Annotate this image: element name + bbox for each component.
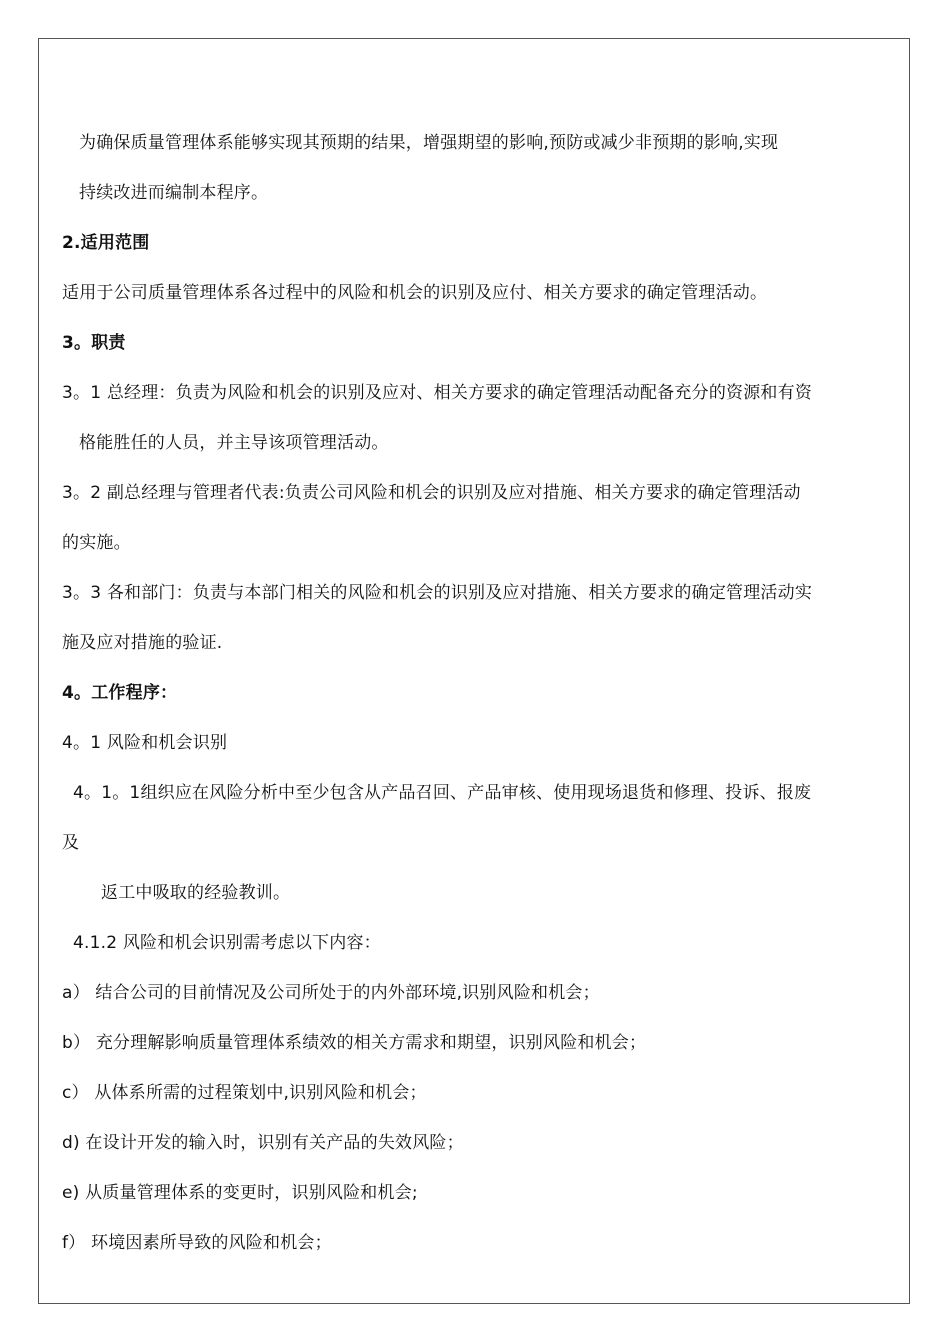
intro-paragraph-line-2: 持续改进而编制本程序。 (79, 183, 269, 203)
item-4-1-1-line-3: 返工中吸取的经验教训。 (101, 883, 291, 903)
subsection-heading-4-1: 4。1 风险和机会识别 (62, 733, 228, 753)
item-4-1-1-line-2: 及 (62, 833, 80, 853)
responsibility-3-1-line-2: 格能胜任的人员，并主导该项管理活动。 (79, 433, 389, 453)
list-item-c: c） 从体系所需的过程策划中,识别风险和机会； (62, 1083, 427, 1103)
list-item-f: f） 环境因素所导致的风险和机会； (62, 1233, 332, 1253)
list-item-d: d) 在设计开发的输入时，识别有关产品的失效风险； (62, 1133, 464, 1153)
list-item-e: e) 从质量管理体系的变更时，识别风险和机会; (62, 1183, 418, 1203)
document-border (38, 38, 910, 1304)
section-heading-responsibilities: 3。职责 (62, 333, 126, 353)
responsibility-3-2-line-1: 3。2 副总经理与管理者代表:负责公司风险和机会的识别及应对措施、相关方要求的确定管理活动 (62, 483, 801, 503)
responsibility-3-2-line-2: 的实施。 (62, 533, 131, 553)
intro-paragraph-line-1: 为确保质量管理体系能够实现其预期的结果，增强期望的影响,预防或减少非预期的影响,实现 (79, 133, 779, 153)
section-heading-procedure: 4。工作程序： (62, 683, 178, 703)
section-heading-scope: 2.适用范围 (62, 233, 150, 253)
scope-paragraph: 适用于公司质量管理体系各过程中的风险和机会的识别及应付、相关方要求的确定管理活动。 (62, 283, 768, 303)
list-item-a: a） 结合公司的目前情况及公司所处于的内外部环境,识别风险和机会； (62, 983, 600, 1003)
responsibility-3-1-line-1: 3。1 总经理：负责为风险和机会的识别及应对、相关方要求的确定管理活动配备充分的资源和有资 (62, 383, 813, 403)
item-4-1-2-heading: 4.1.2 风险和机会识别需考虑以下内容： (73, 933, 381, 953)
list-item-b: b） 充分理解影响质量管理体系绩效的相关方需求和期望，识别风险和机会； (62, 1033, 647, 1053)
responsibility-3-3-line-2: 施及应对措施的验证. (62, 633, 223, 653)
item-4-1-1-line-1: 4。1。1组织应在风险分析中至少包含从产品召回、产品审核、使用现场退货和修理、投诉、报废 (73, 783, 812, 803)
responsibility-3-3-line-1: 3。3 各和部门：负责与本部门相关的风险和机会的识别及应对措施、相关方要求的确定管理活动实 (62, 583, 813, 603)
